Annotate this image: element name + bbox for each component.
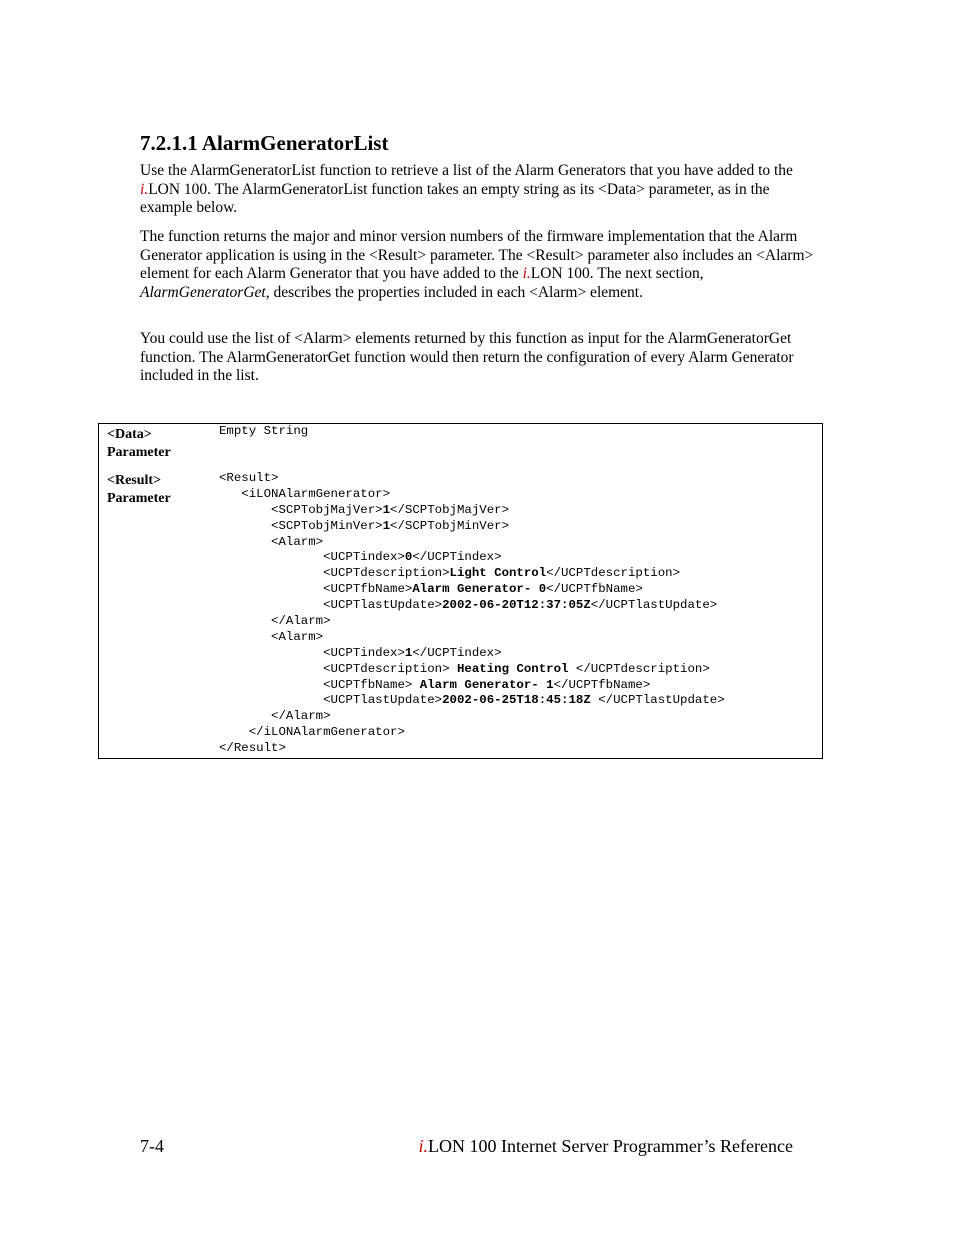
code-line: <Alarm>	[219, 629, 324, 644]
section-heading	[140, 131, 388, 156]
para2-text-b: . The next section,	[589, 265, 704, 283]
code-line: <SCPTobjMajVer>1</SCPTobjMajVer>	[219, 502, 510, 517]
code-value: 1	[382, 502, 391, 517]
brand-i: i.	[140, 180, 149, 198]
para2-emphasis: AlarmGeneratorGet	[140, 284, 266, 302]
code-line: <Result>	[219, 471, 279, 485]
data-parameter-label: <Data> Parameter	[107, 427, 171, 460]
code-value: 2002-06-20T12:37:05Z	[442, 598, 591, 613]
para1-text-b: The AlarmGeneratorList function takes an empty string as its <Data> parameter, as in the example below.	[140, 180, 770, 217]
code-value: Heating Control	[456, 661, 569, 676]
code-value: Alarm Generator- 1	[419, 677, 554, 692]
code-value: 0	[404, 550, 413, 565]
parameter-table	[98, 423, 823, 759]
para1-text-a: Use the AlarmGeneratorList function to retrieve a list of the Alarm Generators that you have added to the	[140, 162, 793, 179]
brand-rest: LON 100	[148, 180, 208, 198]
code-line: <iLONAlarmGenerator>	[219, 486, 391, 501]
code-line: <UCPTdescription> Heating Control </UCPTdescription>	[219, 661, 710, 676]
brand-rest: LON 100	[530, 265, 590, 283]
data-parameter-value: Empty String	[219, 424, 309, 438]
paragraph-returns	[140, 228, 820, 303]
code-line: <UCPTindex>0</UCPTindex>	[219, 550, 502, 565]
code-value: 2002-06-25T18:45:18Z	[442, 693, 591, 708]
code-line: <UCPTfbName> Alarm Generator- 1</UCPTfbName>	[219, 677, 651, 692]
code-line: <UCPTdescription>Light Control</UCPTdescription>	[219, 566, 681, 581]
code-line: <SCPTobjMinVer>1</SCPTobjMinVer>	[219, 518, 510, 533]
footer-title: i.LON 100 Internet Server Programmer’s Reference	[418, 1136, 793, 1156]
paragraph-intro: Use the AlarmGeneratorList function to retrieve a list of the Alarm Generators that you have added to the i.LON 100. The AlarmGeneratorList function takes an empty string as its <Data> parameter, as in the example below.	[140, 162, 793, 217]
code-line: <UCPTfbName>Alarm Generator- 0</UCPTfbName>	[219, 582, 643, 597]
result-parameter-label: <Result> Parameter	[107, 473, 171, 506]
paragraph-usage: You could use the list of <Alarm> elements returned by this function as input for the AlarmGeneratorGet function. The AlarmGeneratorGet function would then return the configuration of every Alarm Generator included in the list.	[140, 330, 794, 385]
code-line: </iLONAlarmGenerator>	[219, 725, 405, 740]
brand-i: i.	[522, 265, 531, 283]
section-title: AlarmGeneratorList	[201, 131, 389, 155]
code-line: <UCPTlastUpdate>2002-06-25T18:45:18Z </UCPTlastUpdate>	[219, 693, 725, 708]
code-line: <UCPTlastUpdate>2002-06-20T12:37:05Z</UCPTlastUpdate>	[219, 598, 718, 613]
code-line: </Alarm>	[219, 709, 331, 724]
para2-text-a: The function returns the major and minor version numbers of the firmware implementation that the Alarm Generator application is using in the <Result> parameter. The <Result> parameter also includes an <Alarm> element for each Alarm Generator that you have added to the	[140, 228, 814, 283]
section-number: 7.2.1.1	[140, 131, 198, 155]
page-number: 7-4	[140, 1136, 164, 1156]
para2-text-c: , describes the properties included in each <Alarm> element.	[265, 284, 643, 302]
code-line: <Alarm>	[219, 534, 324, 549]
code-value: Light Control	[449, 566, 547, 581]
code-line: </Result>	[219, 741, 286, 756]
code-line: <UCPTindex>1</UCPTindex>	[219, 645, 502, 660]
code-line: </Alarm>	[219, 614, 331, 629]
result-parameter-code	[219, 471, 725, 757]
code-value: Alarm Generator- 0	[412, 582, 547, 597]
code-value: 1	[382, 518, 391, 533]
code-value: 1	[404, 645, 413, 660]
